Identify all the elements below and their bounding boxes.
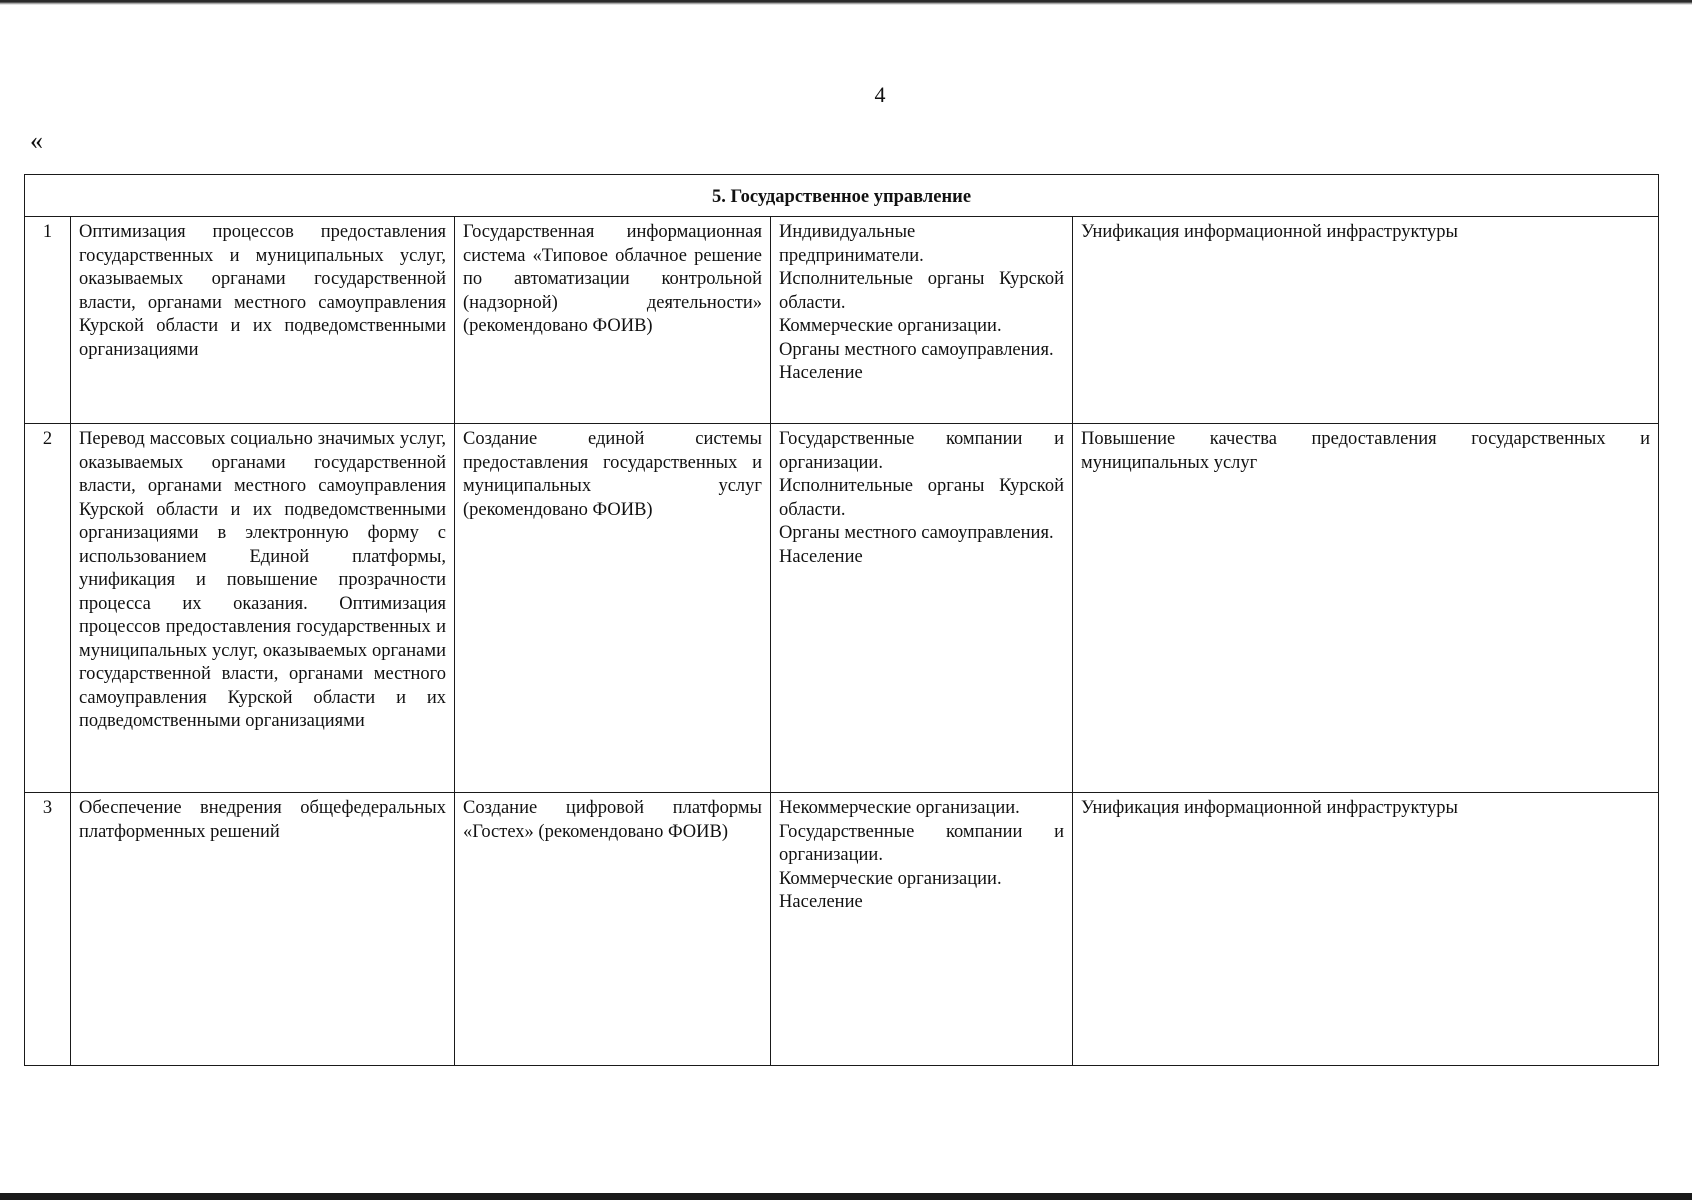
effect-cell: Повышение качества предоставления государственных и муниципальных услуг <box>1073 424 1659 793</box>
beneficiary-item: Государственные компании и организации. <box>779 821 1064 865</box>
beneficiaries-cell <box>771 793 1073 1066</box>
table-row <box>25 793 1659 1066</box>
task-cell: Оптимизация процессов предоставления государственных и муниципальных услуг, оказываемых органами государственной власти, органами местного самоуправления Курской области и их подведомственными организациями <box>71 217 455 424</box>
section-title: 5. Государственное управление <box>25 175 1659 217</box>
beneficiary-item: Некоммерческие организации. <box>779 798 1020 818</box>
solution-cell: Создание цифровой платформы «Гостех» (рекомендовано ФОИВ) <box>455 793 771 1066</box>
scan-edge-bottom <box>0 1193 1692 1200</box>
page-number: 4 <box>874 82 886 107</box>
beneficiary-item: Органы местного самоуправления. <box>779 339 1054 360</box>
beneficiary-item: Население <box>779 363 863 383</box>
opening-quote-mark: « <box>30 126 43 155</box>
beneficiary-item: Население <box>779 892 863 912</box>
table-row <box>25 424 1659 793</box>
row-number: 1 <box>25 217 71 424</box>
beneficiaries-cell <box>771 424 1073 793</box>
task-cell: Перевод массовых социально значимых услуг, оказываемых органами государственной власти, органами местного самоуправления Курской области и их подведомственными организациями в электронную форму с использованием Единой платформы, унификация и повышение прозрачности процесса их оказания. Оптимизация процессов предоставления государственных и муниципальных услуг, оказываемых органами государственной власти, органами местного самоуправления Курской области и их подведомственными организациями <box>71 424 455 793</box>
scan-edge-top <box>0 0 1692 5</box>
beneficiary-item: Индивидуальные предприниматели. <box>779 222 924 266</box>
beneficiary-item: Государственные компании и организации. <box>779 429 1064 473</box>
solution-cell: Государственная информационная система «Типовое облачное решение по автоматизации контрольной (надзорной) деятельности» (рекомендовано ФОИВ) <box>455 217 771 424</box>
row-number: 2 <box>25 424 71 793</box>
task-cell: Обеспечение внедрения общефедеральных платформенных решений <box>71 793 455 1066</box>
measures-table <box>24 174 1659 1066</box>
beneficiary-item: Коммерческие организации. <box>779 868 1002 889</box>
beneficiary-item: Исполнительные органы Курской области. <box>779 269 1064 313</box>
effect-cell: Унификация информационной инфраструктуры <box>1073 793 1659 1066</box>
beneficiaries-cell <box>771 217 1073 424</box>
beneficiary-item: Коммерческие организации. <box>779 316 1002 336</box>
solution-cell: Создание единой системы предоставления государственных и муниципальных услуг (рекомендовано ФОИВ) <box>455 424 771 793</box>
beneficiary-item: Исполнительные органы Курской области. <box>779 476 1064 520</box>
row-number: 3 <box>25 793 71 1066</box>
effect-cell: Унификация информационной инфраструктуры <box>1073 217 1659 424</box>
section-header-row <box>25 175 1659 217</box>
beneficiary-item: Органы местного самоуправления. <box>779 523 1054 543</box>
beneficiary-item: Население <box>779 546 863 567</box>
table-row <box>25 217 1659 424</box>
